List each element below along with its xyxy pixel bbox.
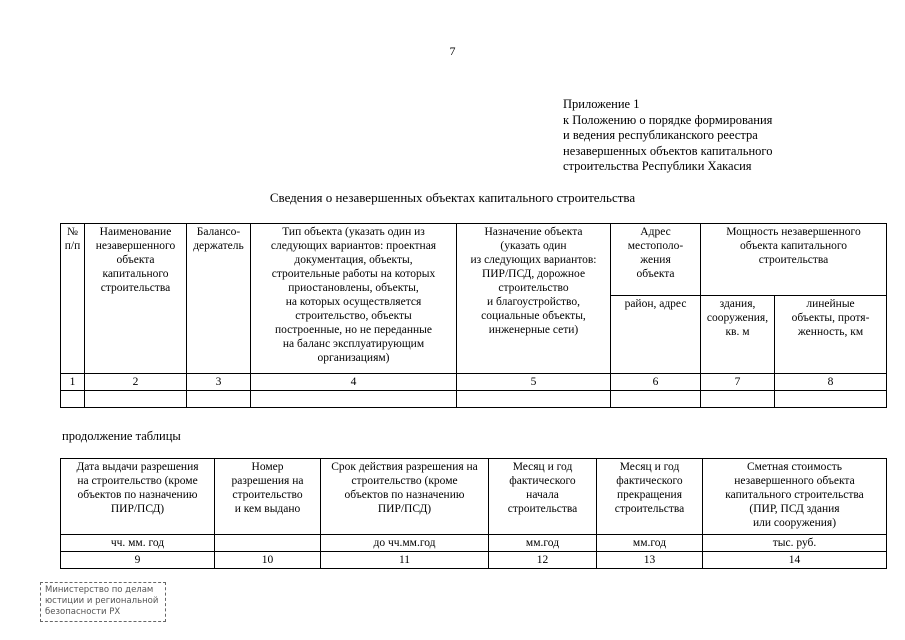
header-permit-number: Номер разрешения на строительство и кем выдано [215, 459, 321, 535]
objects-table [60, 223, 887, 408]
continuation-label: продолжение таблицы [62, 429, 181, 443]
header-holder: Балансо- держатель [187, 224, 251, 374]
column-number: 4 [251, 374, 457, 391]
column-number: 3 [187, 374, 251, 391]
unit-cell: до чч.мм.год [321, 535, 489, 552]
page-number: 7 [449, 44, 456, 58]
column-number: 10 [215, 552, 321, 569]
unit-cell: тыс. руб. [703, 535, 887, 552]
empty-cell [457, 391, 611, 408]
empty-cell [775, 391, 887, 408]
unit-cell: мм.год [597, 535, 703, 552]
stamp-line: безопасности РХ [45, 607, 121, 617]
table-row [61, 391, 887, 408]
empty-cell [85, 391, 187, 408]
appendix-line: и ведения республиканского реестра [563, 128, 758, 142]
unit-cell [215, 535, 321, 552]
stamp-line: Министерство по делам [45, 585, 154, 595]
column-number: 11 [321, 552, 489, 569]
column-number: 9 [61, 552, 215, 569]
header-permit-date: Дата выдачи разрешения на строительство (кроме объектов по назначению ПИР/ПСД) [61, 459, 215, 535]
header-type: Тип объекта (указать один из следующих вариантов: проектная документация, объекты, строительные работы на которых приостановлены, объекты, на которых осуществляется строительство, объекты построенные, но не переданные на баланс эксплуатирующим организациям) [251, 224, 457, 374]
column-number: 14 [703, 552, 887, 569]
header-capacity-linear: линейные объекты, протя- женность, км [775, 296, 887, 374]
empty-cell [611, 391, 701, 408]
header-permit-validity: Срок действия разрешения на строительство (кроме объектов по назначению ПИР/ПСД) [321, 459, 489, 535]
appendix-note [563, 97, 883, 175]
appendix-line: незавершенных объектов капитального [563, 143, 773, 158]
continuation-table [60, 458, 887, 569]
header-address: Адрес местополо- жения объекта [611, 224, 701, 296]
document-title: Сведения о незавершенных объектах капитального строительства [269, 190, 636, 205]
column-number: 8 [775, 374, 887, 391]
empty-cell [187, 391, 251, 408]
header-start-date: Месяц и год фактического начала строительства [489, 459, 597, 535]
empty-cell [61, 391, 85, 408]
empty-cell [251, 391, 457, 408]
header-purpose: Назначение объекта (указать один из следующих вариантов: ПИР/ПСД, дорожное строительство и благоустройство, социальные объекты, инженерные сети) [457, 224, 611, 374]
header-capacity: Мощность незавершенного объекта капитального строительства [701, 224, 887, 296]
column-number: 13 [597, 552, 703, 569]
unit-cell: чч. мм. год [61, 535, 215, 552]
unit-cell: мм.год [489, 535, 597, 552]
header-estimated-cost: Сметная стоимость незавершенного объекта капитального строительства (ПИР, ПСД здания или сооружения) [703, 459, 887, 535]
header-capacity-buildings: здания, сооружения, кв. м [701, 296, 775, 374]
column-number: 1 [61, 374, 85, 391]
appendix-line: Приложение 1 [563, 97, 640, 111]
column-number: 5 [457, 374, 611, 391]
appendix-line: строительства Республики Хакасия [563, 159, 752, 173]
column-number: 12 [489, 552, 597, 569]
header-address-sub: район, адрес [611, 296, 701, 374]
header-name: Наименование незавершенного объекта капитального строительства [85, 224, 187, 374]
column-number: 2 [85, 374, 187, 391]
header-stop-date: Месяц и год фактического прекращения строительства [597, 459, 703, 535]
column-number: 6 [611, 374, 701, 391]
appendix-line: к Положению о порядке формирования [563, 112, 773, 127]
empty-cell [701, 391, 775, 408]
registration-stamp [40, 582, 166, 622]
column-number: 7 [701, 374, 775, 391]
stamp-line: юстиции и региональной [45, 596, 159, 606]
header-num: № п/п [61, 224, 85, 374]
